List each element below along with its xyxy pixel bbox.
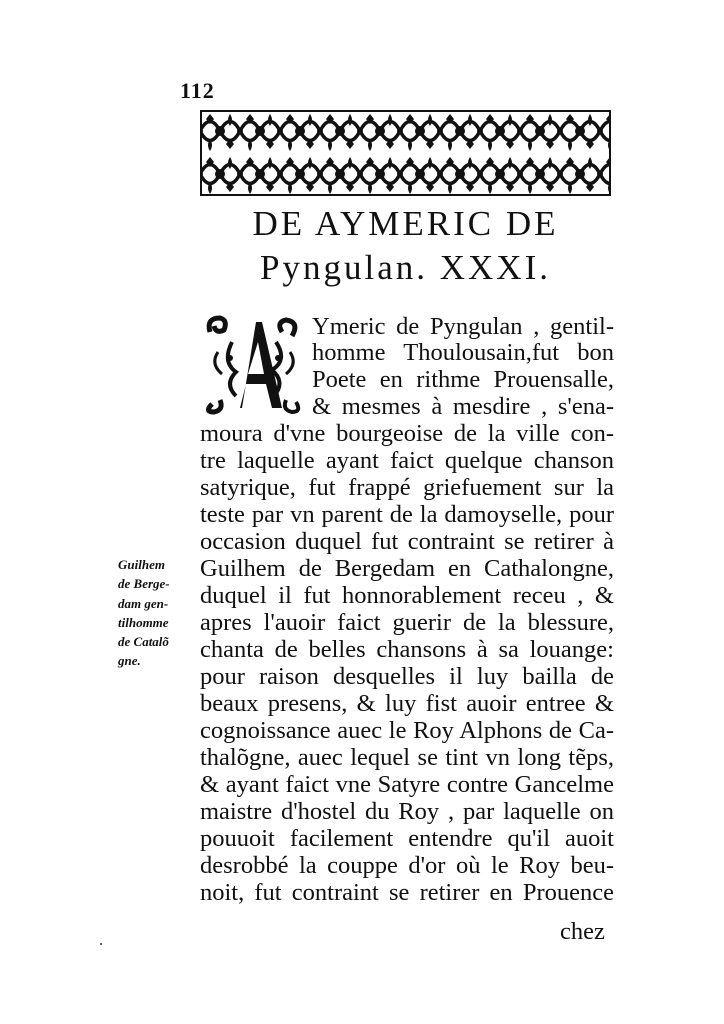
body-line: duquel il fut honnorablement receu , & (200, 582, 614, 609)
margin-note (118, 555, 200, 671)
body-line: maistre d'hostel du Roy , par laquelle on (200, 798, 614, 825)
body-line: tre laquelle ayant faict quelque chanson (200, 447, 614, 474)
margin-note-line: de Catalõ (118, 634, 169, 650)
body-line: teste par vn parent de la damoyselle, pour (200, 501, 614, 528)
margin-note-line: dam gen- (118, 595, 169, 611)
body-line: & mesmes à mesdire , s'ena- (312, 393, 614, 420)
margin-note-line: gne. (118, 653, 141, 669)
margin-note-line: de Berge- (118, 576, 170, 592)
body-line: noit, fut contraint se retirer en Prouence (200, 879, 614, 906)
body-line: moura d'vne bourgeoise de la ville con- (200, 420, 614, 447)
body-line: Guilhem de Bergedam en Cathalongne, (200, 555, 614, 582)
body-line: homme Thoulousain,fut bon (312, 339, 614, 366)
margin-note-line: Guilhem (118, 557, 165, 572)
body-line: chanta de belles chansons à sa louange: (200, 636, 614, 663)
margin-note-line: tilhomme (118, 614, 169, 630)
body-line: occasion duquel fut contraint se retirer à (200, 528, 614, 555)
body-line: beaux presens, & luy fist auoir entree & (200, 690, 614, 717)
body-line: thalõgne, auec lequel se tint vn long tẽps, (200, 744, 614, 771)
chapter-title-line-1: DE AYMERIC DE (252, 204, 559, 243)
body-line: pour raison desquelles il luy bailla de (200, 663, 614, 690)
decorated-initial-a-icon (202, 312, 304, 416)
body-line: & ayant faict vne Satyre contre Gancelme (200, 771, 614, 798)
body-line: satyrique, fut frappé griefuement sur la (200, 474, 614, 501)
ornament-band-icon (200, 110, 611, 196)
page-number: 112 (180, 78, 215, 103)
body-line: Poete en rithme Prouensalle, (312, 366, 614, 393)
page-speck (100, 943, 102, 945)
body-line: pouuoit facilement entendre qu'il auoit (200, 825, 614, 852)
body-line: apres l'auoir faict guerir de la blessure, (200, 609, 614, 636)
catchword: chez (560, 918, 605, 945)
body-line: cognoissance auec le Roy Alphons de Ca- (200, 717, 614, 744)
chapter-title-line-2: Pyngulan. XXXI. (260, 248, 551, 287)
body-line: Ymeric de Pyngulan , gentil- (312, 313, 614, 340)
body-line: desrobbé la couppe d'or où le Roy beu- (200, 852, 614, 879)
